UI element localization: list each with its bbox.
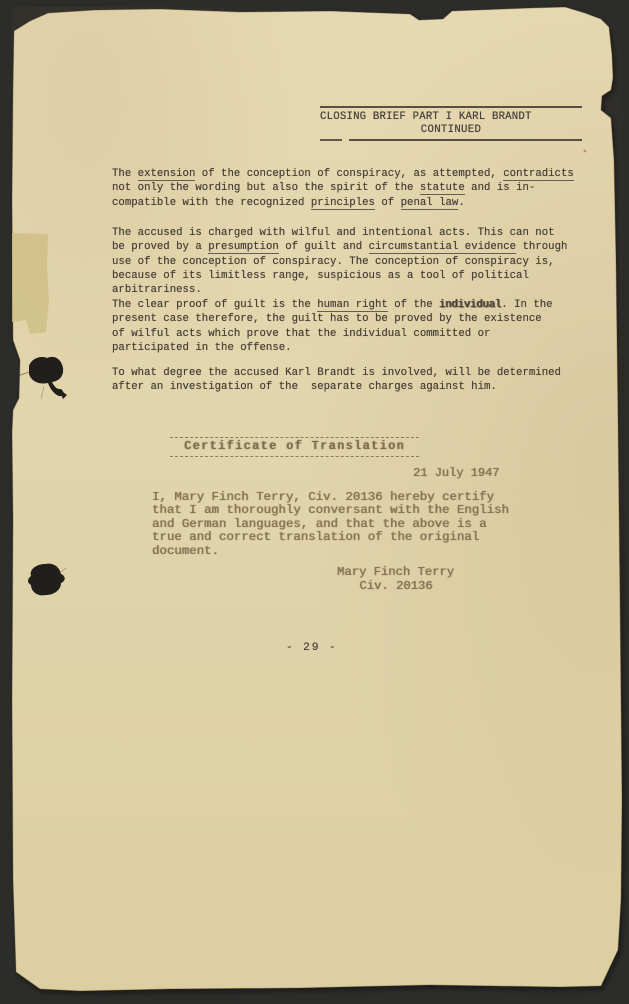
certificate-body — [152, 491, 509, 558]
header-underline — [320, 139, 582, 141]
text-segment: The — [112, 168, 138, 180]
underlined-text: presumption — [208, 241, 279, 254]
text-segment: of guilt and — [278, 241, 369, 254]
text-segment: . In the — [501, 299, 553, 311]
text-segment: and is in- — [464, 182, 536, 195]
text-line — [112, 327, 553, 341]
text-segment: compatible with the recognized — [112, 196, 311, 209]
text-segment: present case therefore, the guilt has to be proved by the existence — [112, 313, 542, 326]
text-segment: of wilful acts which prove that the individual committed or — [112, 327, 491, 340]
paragraph-clear-proof — [112, 298, 553, 355]
text-segment: use of the conception of conspiracy. The conception of conspiracy is, — [112, 255, 555, 268]
text-segment: individual — [439, 299, 502, 311]
text-segment: To what degree the accused Karl Brandt is involved, will be determined — [112, 367, 561, 379]
text-line: that I am thoroughly conversant with the English — [152, 503, 509, 518]
text-segment: arbitrariness. — [112, 284, 202, 297]
text-line — [112, 255, 567, 269]
text-segment: The clear proof of guilt is the — [112, 299, 318, 311]
certificate-title: Certificate of Translation — [170, 437, 419, 457]
underlined-text: penal law — [400, 196, 459, 209]
text-line — [112, 366, 561, 380]
text-line — [112, 181, 574, 195]
header-line1: CLOSING BRIEF PART I KARL BRANDT — [320, 111, 532, 123]
text-line — [112, 298, 553, 312]
text-line — [112, 240, 567, 254]
text-segment: of — [374, 196, 401, 209]
text-segment: not only the wording but also the spirit of the — [112, 182, 420, 195]
underlined-text: extension — [137, 168, 196, 180]
underlined-text: principles — [310, 196, 375, 209]
underline-segment — [349, 139, 582, 141]
text-segment: because of its limitless range, suspicious as a tool of political — [112, 269, 529, 282]
text-line: and German languages, and that the above is a — [152, 516, 487, 531]
text-line — [112, 380, 561, 394]
certificate-date: 21 July 1947 — [413, 466, 500, 480]
signature-block — [337, 566, 455, 594]
header-line2: CONTINUED — [420, 124, 482, 136]
text-line: true and correct translation of the original — [152, 530, 480, 545]
text-segment: participated in the offense. — [112, 341, 292, 354]
signature-id: Civ. 20136 — [359, 578, 433, 593]
signature-name: Mary Finch Terry — [337, 565, 455, 579]
underlined-text: statute — [419, 182, 465, 195]
underline-segment — [320, 139, 342, 141]
paragraph-conspiracy-extension — [112, 167, 574, 210]
text-segment: be proved by a — [112, 241, 209, 254]
text-line — [112, 226, 567, 240]
header-title-box — [320, 106, 582, 141]
text-line — [112, 341, 553, 355]
paragraph-accused-charged — [112, 226, 567, 297]
text-line — [112, 196, 574, 210]
underlined-text: circumstantial evidence — [368, 241, 517, 254]
text-line — [112, 269, 567, 283]
underlined-text: human right — [317, 299, 388, 311]
underlined-text: contradicts — [503, 168, 574, 180]
underline-gap — [342, 139, 349, 141]
text-line — [112, 312, 553, 326]
text-segment: of the conception of conspiracy, as attempted, — [195, 168, 504, 180]
text-line: I, Mary Finch Terry, Civ. 20136 hereby certify — [152, 490, 495, 504]
page-number: - 29 - — [286, 642, 338, 654]
text-segment: The accused is charged with wilful and intentional acts. This can not — [112, 227, 555, 239]
text-segment: through — [516, 241, 568, 254]
text-segment: of the — [387, 299, 440, 311]
paragraph-degree-involved — [112, 366, 561, 395]
text-segment: after an investigation of the separate charges against him. — [112, 381, 497, 394]
text-line — [112, 283, 567, 297]
text-line: document. — [152, 543, 219, 558]
text-segment: . — [458, 196, 465, 209]
text-line — [112, 167, 574, 181]
